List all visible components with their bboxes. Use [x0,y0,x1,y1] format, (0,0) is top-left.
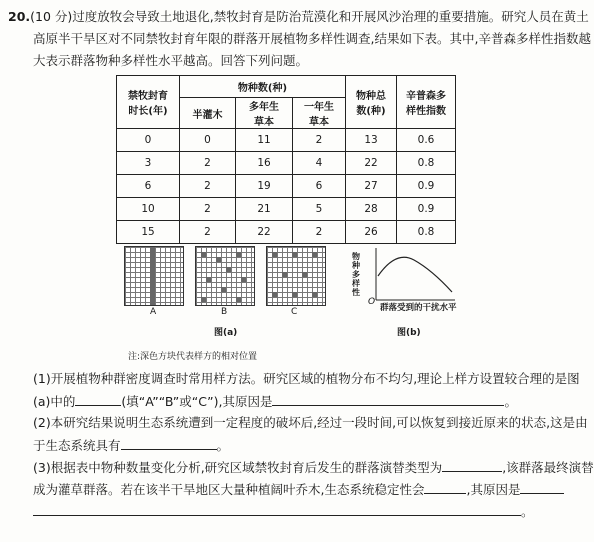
sub1-line-1: (1)开展植物种群密度调查时常用样方法。研究区域的植物分布不均匀,理论上样方设置较合理的是图 [33,371,580,386]
sample-cell [292,252,297,257]
sub3-line-1: (3)根据表中物种数量变化分析,研究区域禁牧封育后发生的群落演替类型为 ,该群落最终演替 [33,460,594,475]
sample-cell [201,252,206,257]
col-header-shrub: 半灌木 [180,98,236,129]
sample-cell [312,292,317,297]
figure-b-caption: 图(b) [397,328,421,338]
sample-cell [282,272,287,277]
sample-cell [221,287,226,292]
grid-b [195,246,255,306]
question-line-2: 高原半干旱区对不同禁牧封育年限的群落开展植物多样性调查,结果如下表。其中,辛普森多样性指数越 [33,31,591,46]
question-number: 20. [8,9,31,24]
sub2-line-1: (2)本研究结果说明生态系统遭到一定程度的破坏后,经过一段时间,可以恢复到接近原来的状态,这是由 [33,415,588,430]
col-header-species: 物种数(种) [180,76,346,98]
answer-blank[interactable] [272,393,504,406]
grid-c [266,246,326,306]
grid-a [124,246,184,306]
sample-cell [236,252,241,257]
answer-blank[interactable] [424,481,466,494]
question-line-3: 大表示群落物种多样性水平越高。回答下列问题。 [33,53,309,68]
col-header-perennial: 多年生 草本 [236,98,293,129]
table-row: 0 0 11 2 13 0.6 [117,129,456,152]
sample-cell [226,267,231,272]
answer-blank[interactable] [33,503,521,516]
question-text-1: (10 分)过度放牧会导致土地退化,禁牧封育是防治荒漠化和开展风沙治理的重要措施。研究人员在黄土 [30,9,589,24]
figure-a-caption: 图(a) [214,328,238,338]
diversity-curve [378,257,452,292]
sample-cell [241,277,246,282]
sample-cell [302,272,307,277]
col-header-total: 物种总 数(种) [346,76,397,129]
sample-cell [312,252,317,257]
grid-b-label: B [221,307,228,317]
sample-cell [272,292,277,297]
answer-blank[interactable] [442,459,502,472]
table-row: 15 2 22 2 26 0.8 [117,221,456,244]
sample-cell [201,297,206,302]
figure-note: 注:深色方块代表样方的相对位置 [128,352,258,362]
sample-cell [292,292,297,297]
sub2-line-2: 于生态系统具有 。 [33,438,230,453]
sample-cell [216,257,221,262]
table-row: 6 2 19 6 27 0.9 [117,175,456,198]
data-table [116,75,456,244]
sample-cell [206,277,211,282]
col-header-duration: 禁牧封育 时长(年) [117,76,180,129]
question-line-1 [8,9,589,25]
y-axis-label: 物种多样性 [352,252,360,297]
col-header-annual: 一年生 草本 [293,98,346,129]
answer-blank[interactable] [121,437,217,450]
sample-cell [272,252,277,257]
origin-label: O [368,297,376,307]
grid-c-label: C [291,307,298,317]
col-header-simpson: 辛普森多 样性指数 [397,76,456,129]
sub3-line-2: 成为灌草群落。若在该半干旱地区大量种植阔叶乔木,生态系统稳定性会 ,其原因是 [33,481,564,498]
answer-blank[interactable] [520,481,564,494]
x-axis-label: 群落受到的干扰水平 [380,303,457,313]
sub1-line-2: (a)中的 (填“A”“B”或“C”),其原因是 。 [33,394,517,409]
sample-cell [236,297,241,302]
answer-blank[interactable] [75,393,121,406]
sub3-line-3: 。 [33,503,534,520]
grid-a-column [150,247,155,305]
grid-a-label: A [150,307,157,317]
table-row: 10 2 21 5 28 0.9 [117,198,456,221]
table-row: 3 2 16 4 22 0.8 [117,152,456,175]
